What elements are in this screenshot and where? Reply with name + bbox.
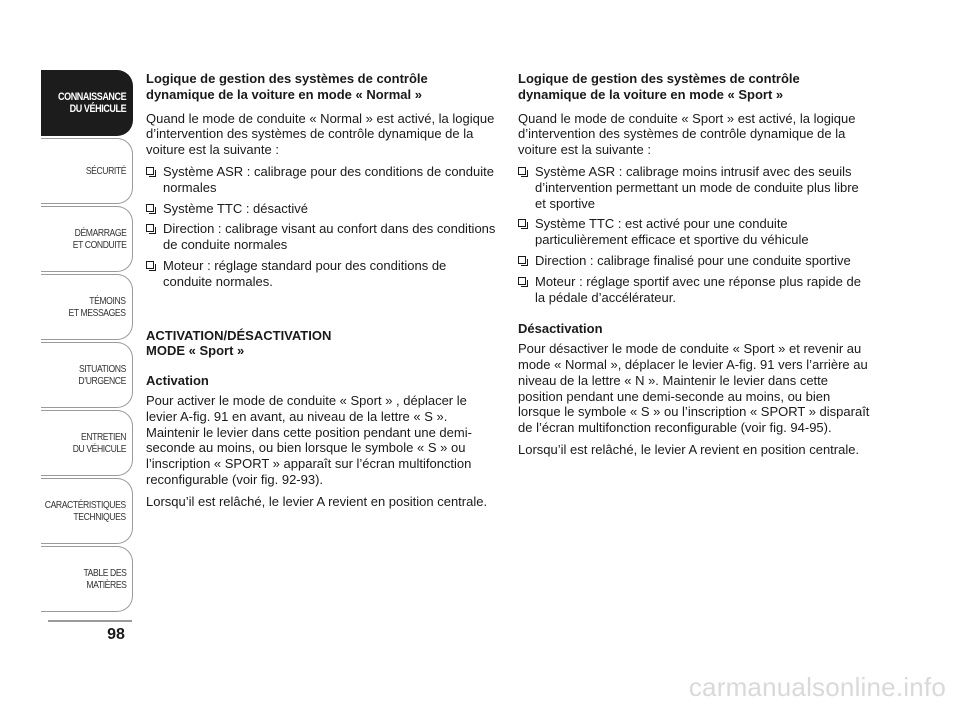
sport-mode-intro: Quand le mode de conduite « Sport » est activé, la logique d’intervention des systèmes de contrôle dynamique de la voiture est la suivante : [518,110,856,158]
deactivation-paragraph: Pour désactiver le mode de conduite « Sport » et revenir au mode « Normal », déplacer le levier A-fig. 91 vers l’arrière au niveau de la lettre « N ». Maintenir le levier dans cette position pendant une demi-seconde au moins, ou bien lorsque le symbole « S » ou l’inscription « SPORT » disparaît de l’écran multifonction reconfigurable (voir fig. 94-95). [518,341,870,436]
tab-label: CONNAISSANCE DU VÉHICULE [57,91,126,115]
tab-demarrage-et-conduite[interactable] [41,206,133,272]
tab-entretien-du-vehicule[interactable] [41,410,133,476]
checkbox-bullet-icon [518,167,526,175]
tab-label: DÉMARRAGE ET CONDUITE [72,227,126,251]
tab-temoins-et-messages[interactable] [41,274,133,340]
list-item: Système ASR : calibrage moins intrusif avec des seuils d’intervention permettant un mode de conduite plus libre et sportive [518,164,870,211]
checkbox-bullet-icon [518,256,526,264]
activation-subheading: Activation [146,373,209,389]
tab-label: TABLE DES MATIÈRES [82,567,126,591]
deactivation-release-paragraph: Lorsqu’il est relâché, le levier A revient en position centrale. [518,441,860,457]
tab-label: ENTRETIEN DU VÉHICULE [72,431,126,455]
list-item: Moteur : réglage sportif avec une réponse plus rapide de la pédale d’accélérateur. [518,274,870,306]
list-item: Direction : calibrage finalisé pour une conduite sportive [518,253,870,269]
section-title-line-1: ACTIVATION/DÉSACTIVATION [146,327,332,343]
tab-label: CARACTÉRISTIQUES TECHNIQUES [45,499,126,523]
list-item: Direction : calibrage visant au confort dans des conditions de conduite normales [146,221,498,253]
watermark: carmanualsonline.info [688,672,946,702]
tab-label: SITUATIONS D’URGENCE [78,363,126,387]
tab-label: SÉCURITÉ [85,165,126,177]
tab-securite[interactable] [41,138,133,204]
list-item: Système TTC : est activé pour une conduite particulièrement efficace et sportive du véhicule [518,216,870,248]
checkbox-bullet-icon [518,277,526,285]
checkbox-bullet-icon [146,224,154,232]
normal-mode-heading: Logique de gestion des systèmes de contrôle dynamique de la voiture en mode « Normal » [146,71,428,102]
section-title-line-2: MODE « Sport » [146,343,245,359]
tab-label: TÉMOINS ET MESSAGES [68,295,126,319]
tab-connaissance-du-vehicule[interactable] [41,70,133,136]
checkbox-bullet-icon [146,204,154,212]
normal-mode-list [146,164,498,290]
checkbox-bullet-icon [146,167,154,175]
sport-mode-heading: Logique de gestion des systèmes de contrôle dynamique de la voiture en mode « Sport » [518,71,800,102]
list-item: Moteur : réglage standard pour des conditions de conduite normales. [146,258,498,290]
normal-mode-intro: Quand le mode de conduite « Normal » est activé, la logique d’intervention des systèmes de contrôle dynamique de la voiture est la suivante : [146,110,495,158]
list-item: Système ASR : calibrage pour des conditions de conduite normales [146,164,498,196]
tab-table-des-matieres[interactable] [41,546,133,612]
tab-situations-d-urgence[interactable] [41,342,133,408]
deactivation-subheading: Désactivation [518,321,603,337]
list-item: Système TTC : désactivé [146,201,498,217]
checkbox-bullet-icon [518,219,526,227]
page-number-divider [48,620,132,622]
left-column [146,71,498,516]
right-column [518,71,870,464]
page-number: 98 [107,626,125,643]
activation-release-paragraph: Lorsqu’il est relâché, le levier A revient en position centrale. [146,493,488,509]
chapter-tabs [41,70,133,614]
sport-mode-list [518,164,870,305]
activation-paragraph: Pour activer le mode de conduite « Sport » , déplacer le levier A-fig. 91 en avant, au niveau de la lettre « S ». Maintenir le levier dans cette position pendant une demi-seconde au moins, ou bien lorsque le symbole « S » ou l’inscription « SPORT » apparaît sur l’écran multifonction reconfigurable (voir fig. 92-93). [146,392,472,487]
checkbox-bullet-icon [146,261,154,269]
tab-caracteristiques-techniques[interactable] [41,478,133,544]
